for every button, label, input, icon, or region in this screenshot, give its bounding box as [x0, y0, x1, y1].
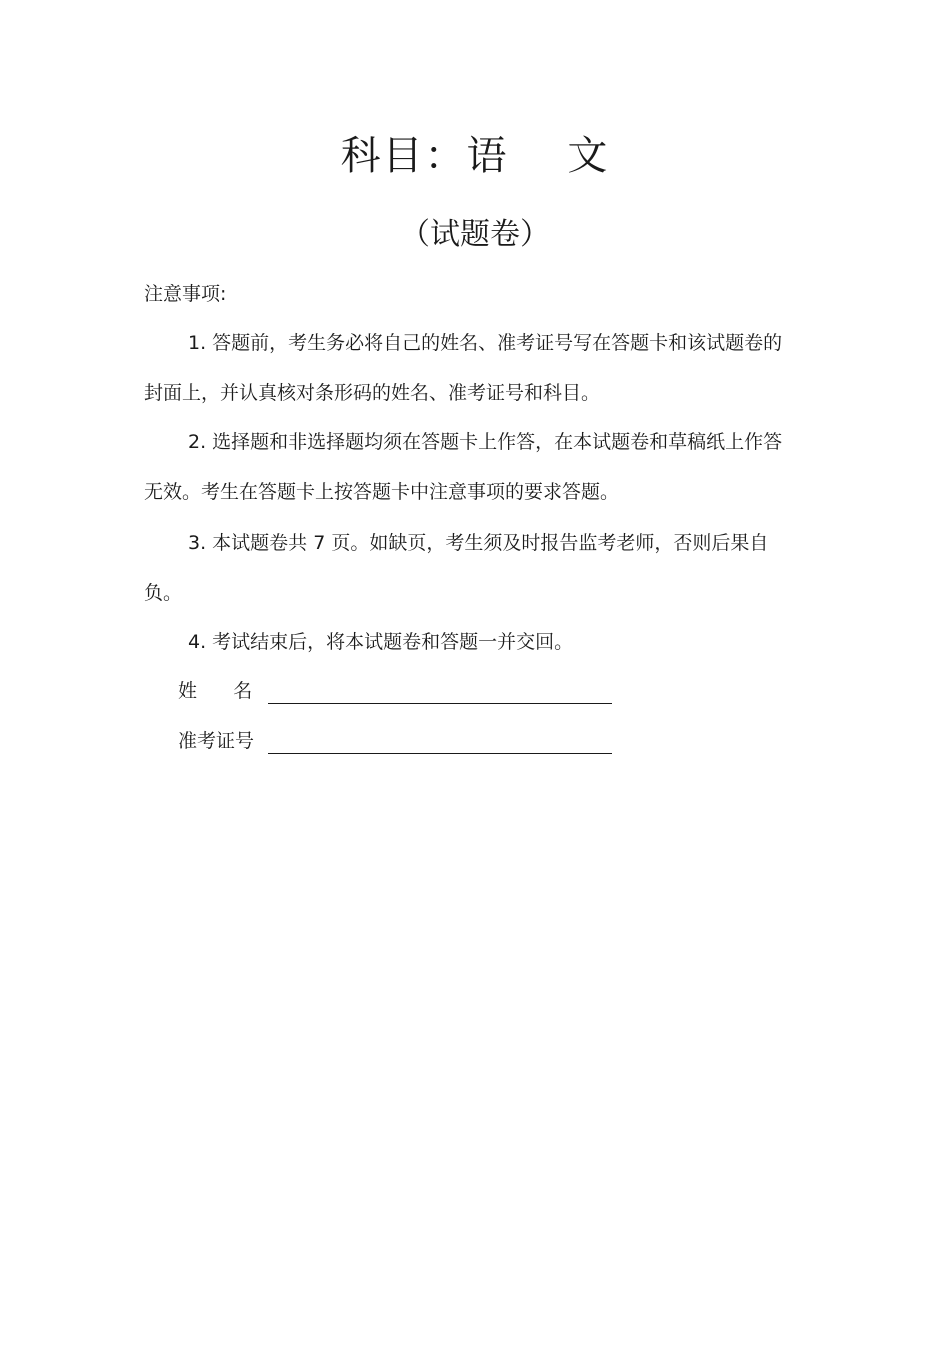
name-label: 姓 名 [178, 680, 253, 702]
exam-id-blank-line [268, 729, 612, 754]
notice-heading: 注意事项: [144, 283, 227, 305]
notice-item: 4. 考试结束后，将本试题卷和答题一并交回。 [188, 631, 574, 653]
exam-id-label: 准考证号 [178, 730, 255, 752]
notice-item: 1. 答题前，考生务必将自己的姓名、准考证号写在答题卡和该试题卷的封面上，并认真核对条形码的姓名、准考证号和科目。 [144, 332, 783, 404]
page-title: 科目：语 文 [340, 133, 610, 179]
notice-item: 2. 选择题和非选择题均须在答题卡上作答，在本试题卷和草稿纸上作答无效。考生在答题卡上按答题卡中注意事项的要求答题。 [144, 431, 783, 503]
exam-id-field-row [178, 726, 612, 756]
name-blank-line [268, 679, 612, 704]
page-subtitle: （试题卷） [400, 217, 550, 252]
name-field-row [178, 676, 612, 706]
notice-item: 3. 本试题卷共 7 页。如缺页，考生须及时报告监考老师，否则后果自负。 [144, 532, 769, 604]
